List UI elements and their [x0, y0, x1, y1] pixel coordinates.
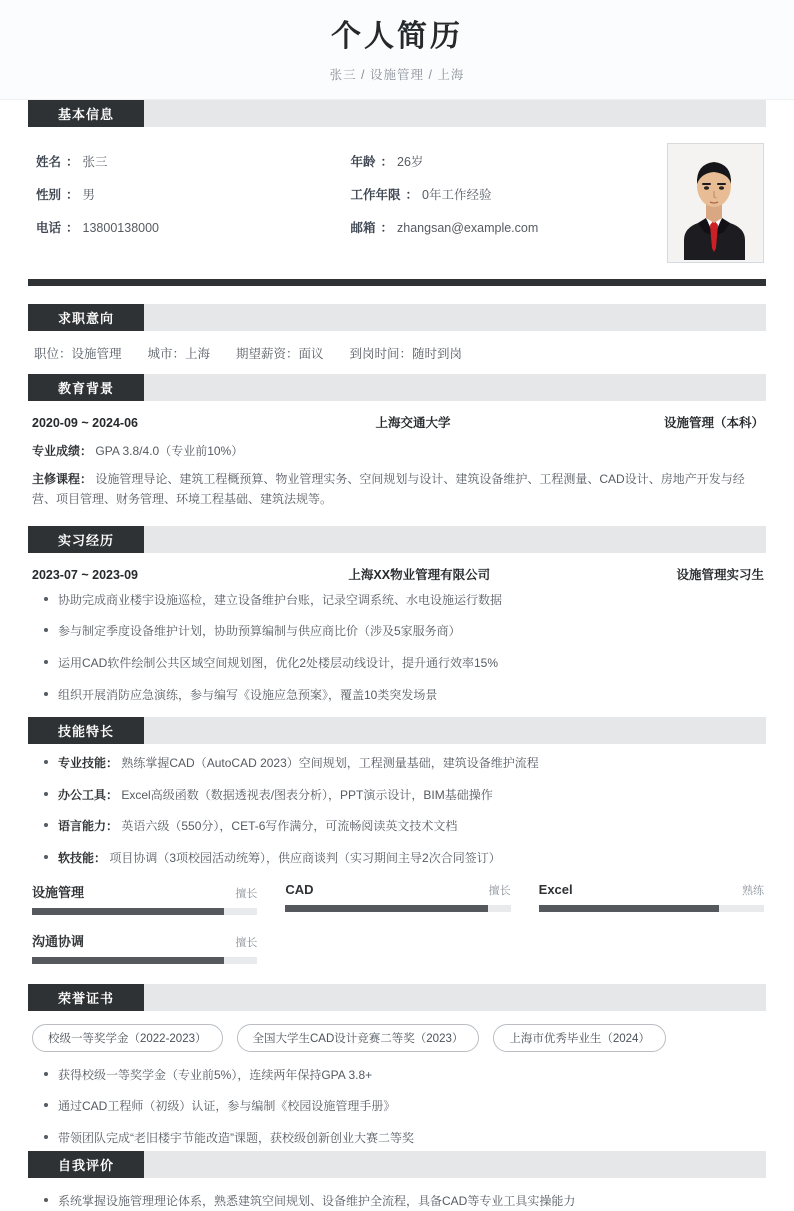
list-item: 系统掌握设施管理理论体系，熟悉建筑空间规划、设备维护全流程，具备CAD等专业工具实操能力	[42, 1192, 764, 1211]
list-item: 软技能： 项目协调（3项校园活动统筹），供应商谈判（实习期间主导2次合同签订）	[42, 849, 764, 868]
list-item: 组织开展消防应急演练，参与编写《设施应急预案》，覆盖10类突发场景	[42, 686, 764, 705]
field-label: 电话	[36, 220, 62, 235]
job-intent-row	[28, 331, 766, 374]
field-value: 男	[82, 187, 96, 202]
section-tab-education: 教育背景	[28, 374, 144, 401]
education-courses-label: 主修课程	[32, 472, 81, 487]
skill-text: 英语六级（550分），CET-6写作满分，可流畅阅读英文技术文档	[121, 819, 458, 834]
section-body-selfeval	[0, 1192, 794, 1211]
skill-bar-level: 擅长	[235, 887, 258, 900]
internship-company: 上海XX物业管理有限公司	[348, 567, 491, 582]
list-item: 获得校级一等奖学金（专业前5%），连续两年保持GPA 3.8+	[42, 1066, 764, 1085]
section-header-selfeval	[28, 1151, 766, 1178]
education-school: 上海交通大学	[375, 415, 451, 430]
honor-tag-list	[28, 1011, 766, 1060]
education-gpa-line: 专业成绩： GPA 3.8/4.0（专业前10%）	[32, 443, 244, 458]
education-gpa-value: GPA 3.8/4.0（专业前10%）	[95, 443, 244, 458]
section-body-honors	[0, 1011, 794, 1148]
field-phone	[28, 218, 343, 236]
field-value: zhangsan@example.com	[397, 220, 539, 235]
section-tab-intent: 求职意向	[28, 304, 144, 331]
internship-period: 2023-07 ~ 2023-09	[32, 567, 138, 582]
field-colon: ：	[66, 220, 79, 235]
skill-bar-name: 沟通协调	[32, 933, 85, 949]
list-item: 专业技能： 熟练掌握CAD（AutoCAD 2023）空间规划，工程测量基础，建筑设备维护流程	[42, 754, 764, 773]
education-major: 设施管理（本科）	[663, 415, 764, 430]
list-item: 带领团队完成“老旧楼宇节能改造”课题，获校级创新创业大赛二等奖	[42, 1129, 764, 1148]
field-label: 邮箱	[350, 220, 376, 235]
resume-header	[0, 0, 794, 100]
skill-label: 专业技能	[58, 756, 107, 771]
skill-bar-name: 设施管理	[32, 884, 85, 900]
list-item: 办公工具： Excel高级函数（数据透视表/图表分析），PPT演示设计，BIM基础操作	[42, 786, 764, 805]
field-label: 姓名	[36, 154, 62, 169]
basic-info-grid	[28, 143, 657, 236]
education-entry-head	[28, 401, 766, 433]
avatar	[667, 143, 764, 263]
internship-bullet-list	[28, 591, 766, 704]
skill-bar-name: Excel	[538, 881, 573, 897]
honor-tag: 全国大学生CAD设计竞赛二等奖（2023）	[237, 1024, 480, 1052]
field-name	[28, 152, 343, 170]
section-body-internship	[0, 553, 794, 704]
skill-label: 语言能力	[58, 819, 107, 834]
section-tab-basic: 基本信息	[28, 100, 144, 127]
internship-position: 设施管理实习生	[676, 567, 764, 582]
portrait-photo-icon	[668, 144, 761, 260]
section-divider	[28, 279, 766, 286]
skill-text: 项目协调（3项校园活动统筹），供应商谈判（实习期间主导2次合同签订）	[109, 851, 501, 866]
section-body-intent	[0, 331, 794, 374]
field-value: 0年工作经验	[422, 187, 492, 202]
field-colon: ：	[405, 187, 419, 202]
section-body-education	[0, 401, 794, 510]
section-header-intent	[28, 304, 766, 331]
field-value: 26岁	[397, 154, 424, 169]
section-header-education	[28, 374, 766, 401]
skill-bar-level: 熟练	[741, 884, 764, 897]
education-gpa-label: 专业成绩	[32, 443, 81, 458]
page-title: 个人简历	[331, 20, 463, 53]
selfeval-bullet-list	[28, 1192, 766, 1211]
section-tab-skills: 技能特长	[28, 717, 144, 744]
section-tab-honors: 荣誉证书	[28, 984, 144, 1011]
skill-label: 软技能	[58, 851, 95, 866]
honor-tag: 上海市优秀毕业生（2024）	[493, 1024, 666, 1052]
skill-bar-fill	[32, 908, 224, 915]
field-label: 工作年限	[350, 187, 401, 202]
section-tab-internship: 实习经历	[28, 526, 144, 553]
section-body-basic	[0, 127, 794, 269]
list-item: 协助完成商业楼宇设施巡检，建立设备维护台账，记录空调系统、水电设施运行数据	[42, 591, 764, 610]
field-age	[343, 152, 658, 170]
field-colon: ：	[66, 187, 79, 202]
field-label: 年龄	[350, 154, 376, 169]
field-colon: ：	[66, 154, 79, 169]
intent-position: 职位：设施管理	[34, 346, 122, 361]
intent-city: 城市：上海	[147, 346, 211, 361]
skills-bullet-list	[28, 754, 766, 867]
skill-bar-excel	[539, 882, 764, 915]
skill-bar-fill	[32, 957, 224, 964]
skill-bar-fill	[285, 905, 488, 912]
field-email	[343, 218, 658, 236]
section-header-basic	[28, 100, 766, 127]
honor-tag: 校级一等奖学金（2022-2023）	[32, 1024, 223, 1052]
skill-bar-level: 擅长	[488, 884, 511, 897]
field-gender	[28, 185, 343, 203]
education-courses-line: 主修课程： 设施管理导论、建筑工程概预算、物业管理实务、空间规划与设计、建筑设备维护、工程测量、CAD设计、房地产开发与经营、项目管理、财务管理、环境工程基础、建筑法规等。	[32, 472, 745, 507]
intent-availability: 到岗时间：随时到岗	[349, 346, 463, 361]
section-header-skills	[28, 717, 766, 744]
education-courses-value: 设施管理导论、建筑工程概预算、物业管理实务、空间规划与设计、建筑设备维护、工程测量、CAD设计、房地产开发与经营、项目管理、财务管理、环境工程基础、建筑法规等。	[32, 472, 745, 507]
skill-text: 熟练掌握CAD（AutoCAD 2023）空间规划，工程测量基础，建筑设备维护流程	[121, 756, 539, 771]
list-item: 语言能力： 英语六级（550分），CET-6写作满分，可流畅阅读英文技术文档	[42, 817, 764, 836]
intent-salary: 期望薪资：面议	[236, 346, 324, 361]
field-value: 13800138000	[82, 220, 160, 235]
skill-bar-name: CAD	[285, 881, 314, 897]
skill-bar-track	[32, 908, 257, 915]
internship-entry-head	[28, 553, 766, 585]
field-label: 性别	[36, 187, 62, 202]
skill-bar-track	[285, 905, 510, 912]
skill-bar-fill	[539, 905, 719, 912]
honors-bullet-list	[28, 1066, 766, 1148]
skill-bar-grid	[28, 872, 766, 984]
field-value: 张三	[82, 154, 108, 169]
field-work-years	[343, 185, 658, 203]
skill-bar-facility-management	[32, 882, 257, 915]
section-body-skills	[0, 754, 794, 983]
field-colon: ：	[380, 154, 394, 169]
section-tab-selfeval: 自我评价	[28, 1151, 144, 1178]
skill-bar-track	[32, 957, 257, 964]
skill-bar-communication	[32, 931, 257, 964]
list-item: 参与制定季度设备维护计划，协助预算编制与供应商比价（涉及5家服务商）	[42, 622, 764, 641]
page-subtitle: 张三 / 设施管理 / 上海	[329, 67, 465, 82]
skill-bar-cad	[285, 882, 510, 915]
skill-bar-track	[539, 905, 764, 912]
list-item: 运用CAD软件绘制公共区域空间规划图，优化2处楼层动线设计，提升通行效率15%	[42, 654, 764, 673]
section-header-honors	[28, 984, 766, 1011]
skill-bar-level: 擅长	[235, 936, 258, 949]
skill-text: Excel高级函数（数据透视表/图表分析），PPT演示设计，BIM基础操作	[121, 787, 493, 802]
education-period: 2020-09 ~ 2024-06	[32, 415, 138, 430]
field-colon: ：	[380, 220, 394, 235]
skill-label: 办公工具	[58, 787, 107, 802]
list-item: 通过CAD工程师（初级）认证，参与编制《校园设施管理手册》	[42, 1097, 764, 1116]
section-header-internship	[28, 526, 766, 553]
